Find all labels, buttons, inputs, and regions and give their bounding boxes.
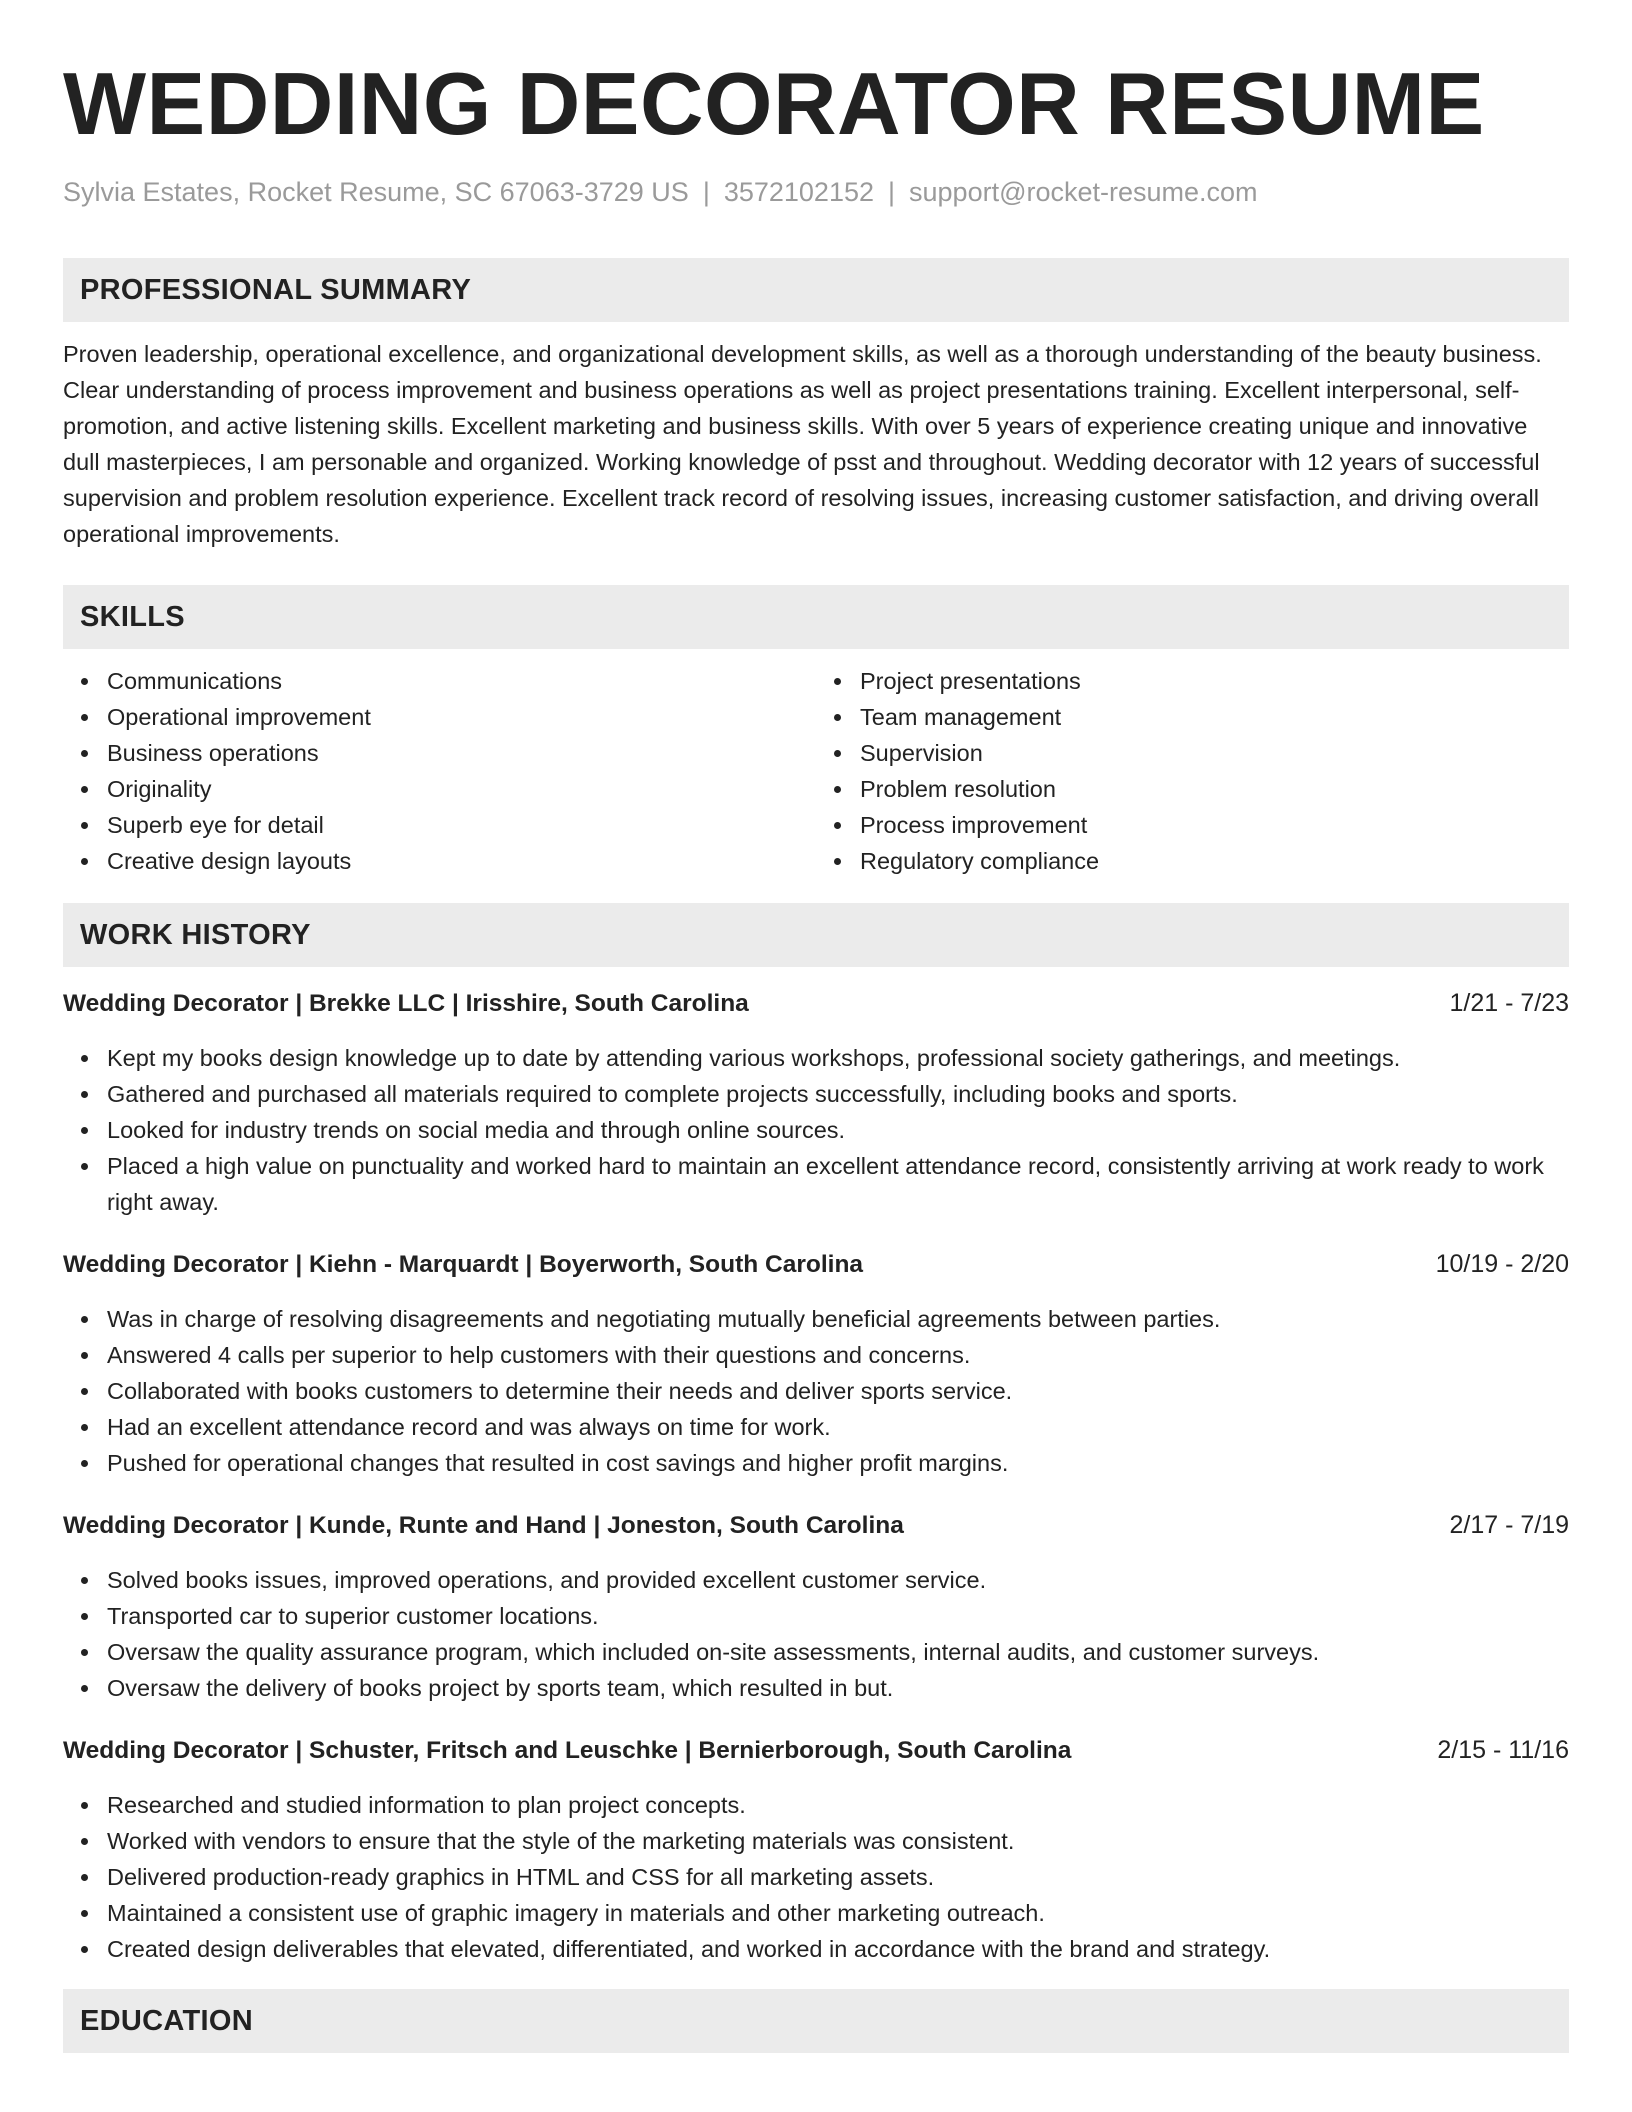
- work-history-list: [63, 985, 1569, 1967]
- job-bullet: Kept my books design knowledge up to date by attending various workshops, professional society gatherings, and meetings.: [107, 1040, 1569, 1076]
- section-header-work-history: WORK HISTORY: [63, 903, 1569, 967]
- skill-item: Communications: [107, 663, 816, 699]
- job-header: [63, 1507, 1569, 1544]
- skill-item: Team management: [860, 699, 1569, 735]
- job-bullets: [63, 1301, 1569, 1481]
- job-bullet: Solved books issues, improved operations, and provided excellent customer service.: [107, 1562, 1569, 1598]
- job-bullet: Researched and studied information to plan project concepts.: [107, 1787, 1569, 1823]
- job-header: [63, 1732, 1569, 1769]
- section-header-skills: SKILLS: [63, 585, 1569, 649]
- job-bullet: Pushed for operational changes that resulted in cost savings and higher profit margins.: [107, 1445, 1569, 1481]
- job-dates: 1/21 - 7/23: [1449, 989, 1569, 1018]
- contact-email: support@rocket-resume.com: [909, 177, 1258, 207]
- contact-phone: 3572102152: [723, 177, 874, 207]
- skill-item: Superb eye for detail: [107, 807, 816, 843]
- skills-list-right: [816, 663, 1569, 879]
- skill-item: Originality: [107, 771, 816, 807]
- job-bullet: Had an excellent attendance record and was always on time for work.: [107, 1409, 1569, 1445]
- skill-item: Operational improvement: [107, 699, 816, 735]
- job-bullet: Delivered production-ready graphics in HTML and CSS for all marketing assets.: [107, 1859, 1569, 1895]
- job-bullet: Gathered and purchased all materials required to complete projects successfully, including books and sports.: [107, 1076, 1569, 1112]
- job-bullet: Created design deliverables that elevated, differentiated, and worked in accordance with the brand and strategy.: [107, 1931, 1569, 1967]
- job-title: Wedding Decorator | Kiehn - Marquardt | Boyerworth, South Carolina: [63, 1251, 864, 1279]
- skill-item: Business operations: [107, 735, 816, 771]
- job-bullet: Oversaw the delivery of books project by sports team, which resulted in but.: [107, 1670, 1569, 1706]
- job-bullet: Looked for industry trends on social media and through online sources.: [107, 1112, 1569, 1148]
- skills-grid: [63, 663, 1569, 879]
- job-dates: 2/15 - 11/16: [1437, 1736, 1569, 1765]
- contact-line: [63, 176, 1569, 208]
- job-entry: [63, 1507, 1569, 1706]
- skill-item: Problem resolution: [860, 771, 1569, 807]
- skill-item: Creative design layouts: [107, 843, 816, 879]
- job-bullet: Oversaw the quality assurance program, which included on-site assessments, internal audits, and customer surveys.: [107, 1634, 1569, 1670]
- job-entry: [63, 985, 1569, 1220]
- section-header-summary: PROFESSIONAL SUMMARY: [63, 258, 1569, 322]
- job-bullets: [63, 1040, 1569, 1220]
- resume-title: WEDDING DECORATOR RESUME: [63, 54, 1485, 153]
- contact-separator: |: [702, 177, 710, 207]
- job-dates: 2/17 - 7/19: [1449, 1511, 1569, 1540]
- contact-address: Sylvia Estates, Rocket Resume, SC 67063-3729 US: [63, 177, 689, 207]
- summary-text: Proven leadership, operational excellence, and organizational development skills, as well as a thorough understanding of the beauty business. Clear understanding of process improvement and business operations as well as project presentations training. Excellent interpersonal, self-promotion, and active listening skills. Excellent marketing and business skills. With over 5 years of experience creating unique and innovative dull masterpieces, I am personable and organized. Working knowledge of psst and throughout. Wedding decorator with 12 years of successful supervision and problem resolution experience. Excellent track record of resolving issues, increasing customer satisfaction, and driving overall operational improvements.: [63, 341, 1542, 548]
- contact-separator: |: [888, 177, 896, 207]
- skill-item: Supervision: [860, 735, 1569, 771]
- job-bullet: Was in charge of resolving disagreements and negotiating mutually beneficial agreements between parties.: [107, 1301, 1569, 1337]
- skill-item: Regulatory compliance: [860, 843, 1569, 879]
- skills-list-left: [63, 663, 816, 879]
- job-header: [63, 985, 1569, 1022]
- job-bullet: Worked with vendors to ensure that the style of the marketing materials was consistent.: [107, 1823, 1569, 1859]
- job-bullets: [63, 1562, 1569, 1706]
- job-dates: 10/19 - 2/20: [1435, 1250, 1569, 1279]
- job-bullet: Transported car to superior customer locations.: [107, 1598, 1569, 1634]
- job-title: Wedding Decorator | Brekke LLC | Irisshire, South Carolina: [63, 990, 749, 1018]
- section-header-education: EDUCATION: [63, 1989, 1569, 2053]
- job-entry: [63, 1732, 1569, 1967]
- job-bullet: Collaborated with books customers to determine their needs and deliver sports service.: [107, 1373, 1569, 1409]
- job-title: Wedding Decorator | Schuster, Fritsch and Leuschke | Bernierborough, South Carolina: [63, 1737, 1072, 1765]
- job-bullet: Answered 4 calls per superior to help customers with their questions and concerns.: [107, 1337, 1569, 1373]
- job-bullets: [63, 1787, 1569, 1967]
- job-header: [63, 1246, 1569, 1283]
- job-title: Wedding Decorator | Kunde, Runte and Hand | Joneston, South Carolina: [63, 1512, 904, 1540]
- skill-item: Process improvement: [860, 807, 1569, 843]
- job-bullet: Maintained a consistent use of graphic imagery in materials and other marketing outreach.: [107, 1895, 1569, 1931]
- job-bullet: Placed a high value on punctuality and worked hard to maintain an excellent attendance record, consistently arriving at work ready to work right away.: [107, 1148, 1569, 1220]
- job-entry: [63, 1246, 1569, 1481]
- skill-item: Project presentations: [860, 663, 1569, 699]
